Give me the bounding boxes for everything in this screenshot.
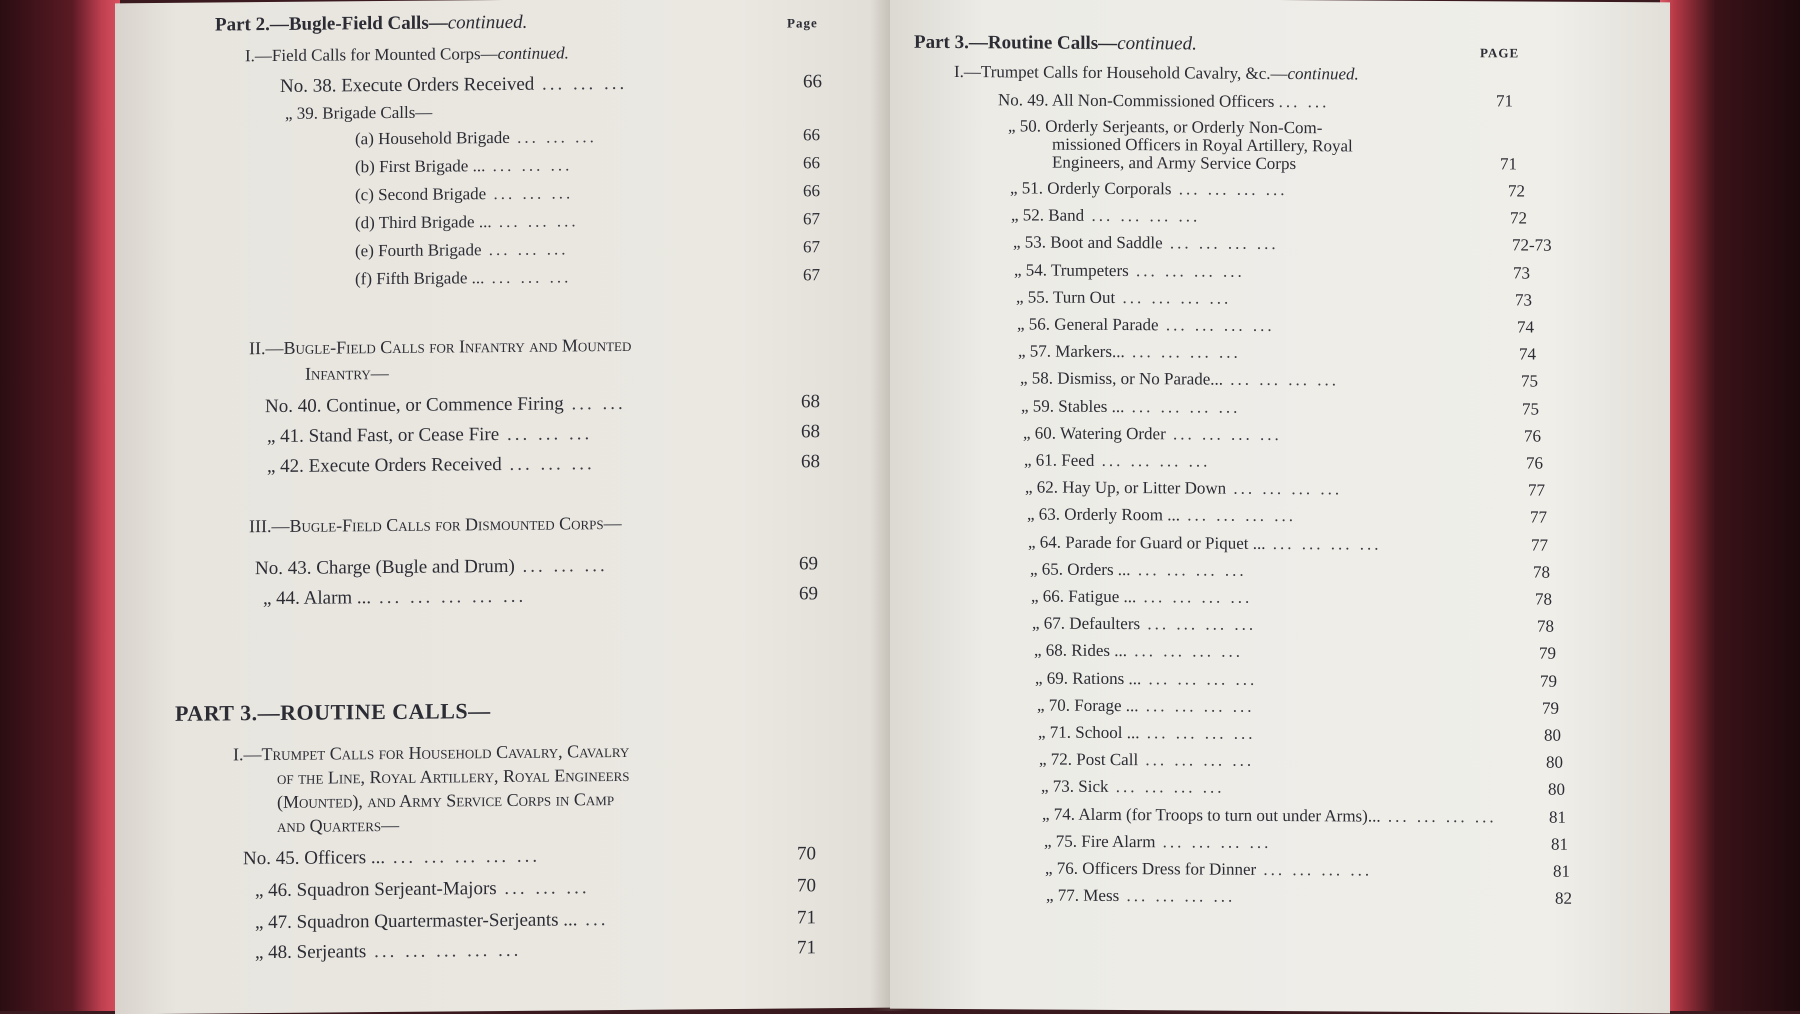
right-entry-19-page: 79 <box>1542 698 1559 718</box>
right-entry-4-page: 73 <box>1515 290 1532 310</box>
right-entry-24-text: „ 75. Fire Alarm <box>1044 831 1156 852</box>
right-entry-13-page: 77 <box>1531 535 1548 555</box>
right-entry-5-dots: ... ... ... ... <box>1158 315 1275 335</box>
right-entry-20-text: „ 71. School ... <box>1038 722 1140 743</box>
right-entry-11-text: „ 62. Hay Up, or Litter Down <box>1025 477 1227 498</box>
section1-entry-3-text: (b) First Brigade ... <box>355 156 486 177</box>
right-entry-18-dots: ... ... ... ... <box>1141 669 1258 689</box>
right-entry-24 <box>1044 832 1271 853</box>
right-entry-26-text: „ 77. Mess <box>1046 885 1120 906</box>
section1-entry-0-page: 66 <box>803 71 822 93</box>
entry-49-text: No. 49. All Non-Commissioned Officers <box>998 90 1275 111</box>
right-entry-2-dots: ... ... ... ... <box>1162 233 1279 253</box>
section3-entry-1-page: 69 <box>799 583 818 605</box>
right-entry-3-text: „ 54. Trumpeters <box>1014 260 1129 281</box>
section2-entry-2-text: „ 42. Execute Orders Received <box>267 454 502 478</box>
section1-entry-0 <box>280 73 627 98</box>
right-entry-15-page: 78 <box>1535 589 1552 609</box>
right-entry-16-dots: ... ... ... ... <box>1140 614 1257 634</box>
right-entry-20 <box>1038 723 1256 744</box>
section1-entry-2 <box>355 127 597 149</box>
section1-entry-2-page: 66 <box>803 125 820 145</box>
section1-entry-6-dots: ... ... ... <box>481 239 569 260</box>
right-entry-6-dots: ... ... ... ... <box>1124 342 1241 362</box>
right-entry-12-page: 77 <box>1530 507 1547 527</box>
section1-entry-3-page: 66 <box>803 153 820 173</box>
right-entry-6-text: „ 57. Markers... <box>1018 341 1125 362</box>
part3-entry-1-dots: ... ... ... <box>496 877 590 900</box>
part3-entry-0 <box>243 846 540 871</box>
right-entry-21-page: 80 <box>1546 752 1563 772</box>
right-entry-5-page: 74 <box>1517 317 1534 337</box>
right-entry-3 <box>1014 260 1245 281</box>
section1-entry-7-page: 67 <box>803 265 820 285</box>
section2-entry-1-dots: ... ... ... <box>499 423 593 446</box>
right-entry-1-dots: ... ... ... ... <box>1084 205 1201 226</box>
part3-section-line-3: and Quarters— <box>277 814 400 836</box>
right-entry-22 <box>1041 777 1225 798</box>
right-entry-14 <box>1030 559 1247 580</box>
right-entry-12-dots: ... ... ... ... <box>1179 505 1296 526</box>
section3-entry-1-dots: ... ... ... ... ... <box>371 585 527 609</box>
entry-50-line-0: „ 50. Orderly Serjeants, or Orderly Non-Com- <box>1008 116 1323 138</box>
section1-entry-4 <box>355 183 573 205</box>
section1-entry-1-text: „ 39. Brigade Calls— <box>285 102 433 123</box>
section2-title-line1: II.—Bugle-Field Calls for Infantry and Mounted <box>249 334 632 359</box>
right-entry-8-dots: ... ... ... ... <box>1124 397 1241 417</box>
right-entry-9 <box>1023 423 1282 445</box>
section1-entry-4-page: 66 <box>803 181 820 201</box>
entry-50-line-2: Engineers, and Army Service Corps <box>1052 152 1297 174</box>
right-entry-10-text: „ 61. Feed <box>1024 450 1095 470</box>
right-entry-3-page: 73 <box>1513 263 1530 283</box>
section3-entry-0-dots: ... ... ... <box>514 555 608 577</box>
section2-entry-1 <box>267 423 592 448</box>
part3-entry-3-text: „ 48. Serjeants <box>255 941 367 964</box>
left-page-header <box>215 12 527 37</box>
right-entry-20-dots: ... ... ... ... <box>1139 723 1256 743</box>
right-entry-2-text: „ 53. Boot and Saddle <box>1013 232 1163 253</box>
right-entry-8-text: „ 59. Stables ... <box>1021 396 1125 417</box>
right-entry-11-page: 77 <box>1528 480 1545 500</box>
section1-title-continued: continued. <box>497 43 569 64</box>
section3-entry-0-text: No. 43. Charge (Bugle and Drum) <box>255 555 515 580</box>
right-entry-9-dots: ... ... ... ... <box>1165 424 1282 445</box>
right-page <box>890 0 1670 1013</box>
right-entry-4-dots: ... ... ... ... <box>1115 287 1232 308</box>
right-entry-6-page: 74 <box>1519 344 1536 364</box>
section2-entry-0-text: No. 40. Continue, or Commence Firing <box>265 393 564 418</box>
right-entry-0-text: „ 51. Orderly Corporals <box>1010 178 1172 199</box>
right-entry-17-page: 79 <box>1539 643 1556 663</box>
section2-entry-2-dots: ... ... ... <box>501 453 595 476</box>
part3-entry-3 <box>255 940 521 964</box>
right-entry-17-text: „ 68. Rides ... <box>1034 640 1128 661</box>
right-entry-2 <box>1013 232 1279 254</box>
right-entry-22-page: 80 <box>1548 779 1565 799</box>
right-entry-1-text: „ 52. Band <box>1011 205 1085 225</box>
section1-entry-3 <box>355 155 572 177</box>
right-entry-14-text: „ 65. Orders ... <box>1030 559 1131 580</box>
section2-entry-0-dots: ... ... <box>563 392 626 415</box>
right-entry-19 <box>1037 696 1255 717</box>
section1-entry-5-dots: ... ... ... <box>491 211 579 232</box>
right-entry-10-page: 76 <box>1526 453 1543 473</box>
right-entry-9-text: „ 60. Watering Order <box>1023 423 1166 444</box>
right-entry-18-page: 79 <box>1540 671 1557 691</box>
right-entry-10 <box>1024 450 1210 471</box>
part3-entry-1 <box>255 877 590 902</box>
right-entry-25 <box>1045 859 1372 881</box>
section1-entry-1 <box>285 103 432 124</box>
right-entry-25-dots: ... ... ... ... <box>1256 859 1373 880</box>
part3-section-line-1: of the Line, Royal Artillery, Royal Engineers <box>277 764 630 788</box>
right-entry-16-page: 78 <box>1537 616 1554 636</box>
part3-entry-2-page: 71 <box>797 907 816 929</box>
right-entry-0 <box>1010 178 1287 200</box>
right-entry-8-page: 75 <box>1522 399 1539 419</box>
section1-entry-5 <box>355 211 579 233</box>
section1-entry-0-text: No. 38. Execute Orders Received <box>280 73 535 97</box>
right-entry-16-text: „ 67. Defaulters <box>1032 613 1141 634</box>
part3-entry-3-page: 71 <box>797 937 816 959</box>
right-entry-1 <box>1011 205 1200 226</box>
right-entry-26-page: 82 <box>1555 888 1572 908</box>
right-entry-6 <box>1018 341 1241 362</box>
section2-entry-0-page: 68 <box>801 391 820 413</box>
part3-entry-2-dots: ... <box>577 909 609 931</box>
part3-entry-2 <box>255 909 609 934</box>
right-entry-11-dots: ... ... ... ... <box>1226 478 1343 499</box>
right-entry-0-dots: ... ... ... ... <box>1171 179 1288 200</box>
section1-entry-6-text: (e) Fourth Brigade <box>355 240 482 261</box>
right-entry-17-dots: ... ... ... ... <box>1127 641 1244 661</box>
right-entry-18-text: „ 69. Rations ... <box>1035 668 1142 689</box>
right-section-title-text: I.—Trumpet Calls for Household Cavalry, &c.— <box>954 62 1288 84</box>
section1-entry-6-page: 67 <box>803 237 820 257</box>
right-entry-0-page: 72 <box>1508 181 1525 201</box>
part3-title: PART 3.—ROUTINE CALLS— <box>175 698 491 726</box>
section3-entry-0-page: 69 <box>799 553 818 575</box>
right-entry-13-dots: ... ... ... ... <box>1265 533 1382 554</box>
section2-entry-2-page: 68 <box>801 451 820 473</box>
right-entry-14-dots: ... ... ... ... <box>1130 560 1247 580</box>
right-entry-22-text: „ 73. Sick <box>1041 776 1109 796</box>
right-entry-7-page: 75 <box>1521 371 1538 391</box>
right-section-title <box>954 62 1359 84</box>
section1-entry-4-text: (c) Second Brigade <box>355 184 487 205</box>
entry-50-line-1: missioned Officers in Royal Artillery, Royal <box>1052 134 1353 156</box>
right-entry-16 <box>1032 613 1256 634</box>
right-entry-1-page: 72 <box>1510 208 1527 228</box>
section1-entry-7-text: (f) Fifth Brigade ... <box>355 268 485 289</box>
right-entry-15 <box>1031 586 1252 607</box>
section1-entry-5-text: (d) Third Brigade ... <box>355 212 492 233</box>
right-entry-9-page: 76 <box>1524 426 1541 446</box>
part3-entry-1-page: 70 <box>797 875 816 897</box>
left-header-text: Part 2.—Bugle-Field Calls— <box>215 12 448 36</box>
right-entry-21-dots: ... ... ... ... <box>1138 750 1255 770</box>
section3-entry-1-text: „ 44. Alarm ... <box>263 587 372 610</box>
right-page-header <box>914 32 1197 56</box>
right-entry-25-page: 81 <box>1553 861 1570 881</box>
right-entry-5-text: „ 56. General Parade <box>1017 314 1159 335</box>
section2-title-line2: Infantry— <box>305 362 389 384</box>
book-cover-right <box>1660 0 1800 1011</box>
left-page <box>115 0 890 1014</box>
right-entry-3-dots: ... ... ... ... <box>1128 261 1245 281</box>
right-entry-21-text: „ 72. Post Call <box>1039 749 1139 770</box>
right-entry-8 <box>1021 396 1240 417</box>
section1-entry-5-page: 67 <box>803 209 820 229</box>
entry-50-page: 71 <box>1500 154 1517 174</box>
section1-entry-2-text: (a) Household Brigade <box>355 127 510 149</box>
right-header-text: Part 3.—Routine Calls— <box>914 31 1118 55</box>
part3-entry-0-page: 70 <box>797 843 816 865</box>
section1-title <box>245 43 569 66</box>
right-entry-11 <box>1025 477 1342 499</box>
section2-entry-1-text: „ 41. Stand Fast, or Cease Fire <box>267 424 500 448</box>
right-entry-13-text: „ 64. Parade for Guard or Piquet ... <box>1028 532 1266 553</box>
part3-entry-1-text: „ 46. Squadron Serjeant-Majors <box>255 878 497 902</box>
section1-entry-6 <box>355 239 569 261</box>
right-entry-2-page: 72-73 <box>1512 235 1552 255</box>
right-entry-4-text: „ 55. Turn Out <box>1016 287 1116 307</box>
book-cover-left <box>0 0 120 1011</box>
right-entry-4 <box>1016 287 1231 308</box>
left-header-continued: continued. <box>447 11 528 34</box>
section3-entry-0 <box>255 555 608 580</box>
entry-49-dots: ... ... <box>1278 91 1330 112</box>
right-entry-24-page: 81 <box>1551 834 1568 854</box>
left-page-label: Page <box>787 15 818 31</box>
right-header-continued: continued. <box>1117 33 1197 55</box>
entry-49 <box>998 90 1329 112</box>
entry-49-page: 71 <box>1496 91 1513 111</box>
right-entry-15-text: „ 66. Fatigue ... <box>1031 586 1137 607</box>
right-entry-20-page: 80 <box>1544 725 1561 745</box>
section1-entry-4-dots: ... ... ... <box>486 183 574 204</box>
right-entry-10-dots: ... ... ... ... <box>1094 450 1211 471</box>
right-entry-15-dots: ... ... ... ... <box>1136 587 1253 607</box>
right-entry-24-dots: ... ... ... ... <box>1155 832 1272 852</box>
section1-entry-3-dots: ... ... ... <box>485 155 573 176</box>
section2-entry-0 <box>265 393 626 418</box>
right-entry-18 <box>1035 669 1257 690</box>
right-entry-21 <box>1039 750 1254 771</box>
right-entry-19-text: „ 70. Forage ... <box>1037 695 1139 716</box>
section2-entry-2 <box>267 453 595 478</box>
right-entry-17 <box>1034 640 1243 661</box>
section1-title-text: I.—Field Calls for Mounted Corps— <box>245 44 498 66</box>
right-entry-14-page: 78 <box>1533 562 1550 582</box>
right-entry-22-dots: ... ... ... ... <box>1108 776 1225 797</box>
right-entry-26-dots: ... ... ... ... <box>1119 886 1236 906</box>
right-entry-5 <box>1017 314 1275 336</box>
right-entry-7-dots: ... ... ... ... <box>1223 369 1340 390</box>
right-entry-7 <box>1020 368 1339 390</box>
right-entry-23-page: 81 <box>1549 807 1566 827</box>
part3-entry-0-dots: ... ... ... ... ... <box>385 845 541 869</box>
right-entry-12-text: „ 63. Orderly Room ... <box>1027 504 1180 525</box>
right-entry-23-dots: ... ... ... ... <box>1380 806 1497 827</box>
right-entry-7-text: „ 58. Dismiss, or No Parade... <box>1020 368 1224 389</box>
part3-section-line-0: I.—Trumpet Calls for Household Cavalry, Cavalry <box>233 740 630 765</box>
part3-entry-0-text: No. 45. Officers ... <box>243 847 386 870</box>
right-entry-23-text: „ 74. Alarm (for Troops to turn out under Arms)... <box>1042 804 1381 826</box>
right-entry-26 <box>1046 886 1235 907</box>
section3-title: III.—Bugle-Field Calls for Dismounted Corps— <box>249 512 622 537</box>
section1-entry-7 <box>355 267 571 289</box>
section2-entry-1-page: 68 <box>801 421 820 443</box>
section1-entry-7-dots: ... ... ... <box>484 267 572 288</box>
right-page-label: PAGE <box>1480 45 1520 61</box>
right-entry-13 <box>1028 532 1381 554</box>
right-entry-25-text: „ 76. Officers Dress for Dinner <box>1045 858 1257 879</box>
right-section-title-continued: continued. <box>1287 64 1359 84</box>
right-entry-12 <box>1027 504 1296 526</box>
part3-entry-2-text: „ 47. Squadron Quartermaster-Serjeants ... <box>255 909 578 934</box>
right-entry-23 <box>1042 805 1497 828</box>
part3-entry-3-dots: ... ... ... ... ... <box>366 939 522 963</box>
part3-section-line-2: (Mounted), and Army Service Corps in Camp <box>277 789 615 812</box>
section1-entry-0-dots: ... ... ... <box>534 72 628 95</box>
section3-entry-1 <box>263 586 526 610</box>
right-entry-19-dots: ... ... ... ... <box>1138 696 1255 716</box>
section1-entry-2-dots: ... ... ... <box>509 127 597 147</box>
